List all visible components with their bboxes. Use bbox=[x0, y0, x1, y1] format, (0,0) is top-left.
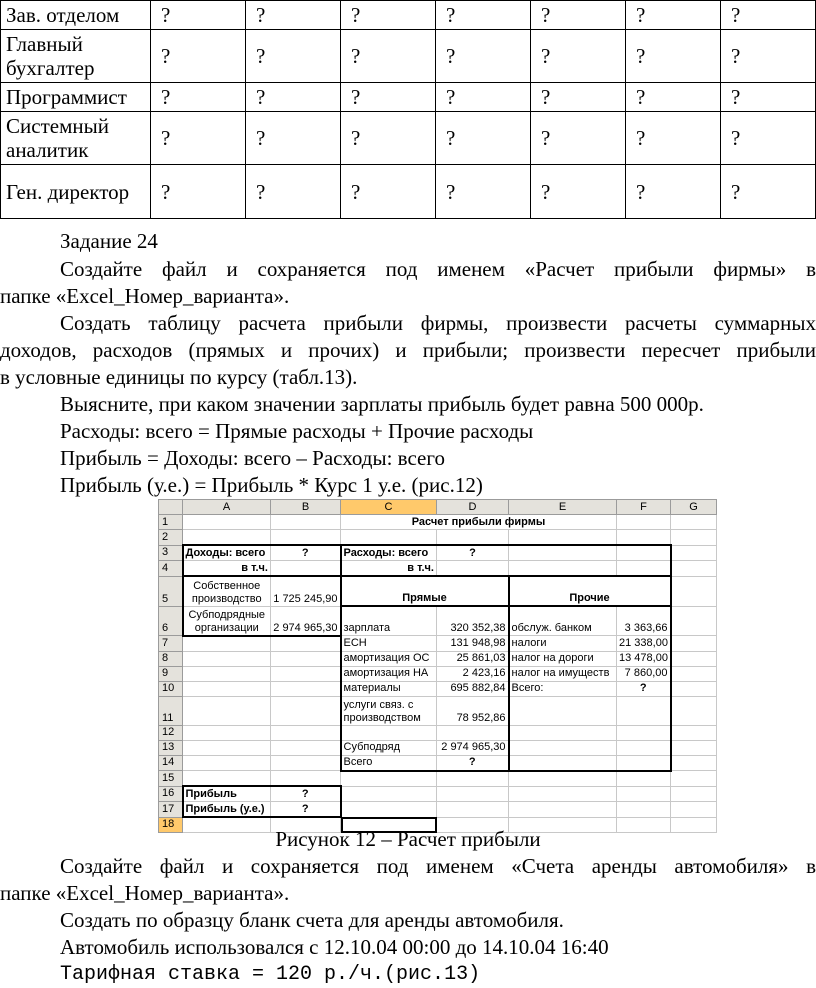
direct-item-name[interactable]: амортизация ОС bbox=[341, 651, 437, 666]
direct-item-name[interactable]: услуги связ. с производством bbox=[341, 696, 437, 725]
cell[interactable] bbox=[671, 651, 717, 666]
cell[interactable] bbox=[617, 530, 671, 546]
direct-item-name[interactable]: амортизация НА bbox=[341, 666, 437, 681]
cell[interactable] bbox=[341, 771, 437, 787]
income-label[interactable]: Доходы: всего bbox=[183, 545, 271, 561]
expenses-value[interactable]: ? bbox=[437, 545, 509, 561]
other-item-name[interactable]: обслуж. банком bbox=[509, 606, 617, 636]
col-header-a[interactable]: A bbox=[183, 500, 271, 515]
cell[interactable] bbox=[509, 725, 617, 740]
staff-row bbox=[1, 112, 816, 165]
cell[interactable] bbox=[437, 802, 509, 818]
other-item-value[interactable]: 21 338,00 bbox=[617, 636, 671, 652]
staff-cell: ? bbox=[531, 165, 626, 219]
row-number[interactable]: 8 bbox=[159, 651, 183, 666]
own-production-label[interactable]: Собственное производство bbox=[183, 576, 271, 606]
direct-item-value[interactable]: 78 952,86 bbox=[437, 696, 509, 725]
cell[interactable] bbox=[509, 755, 617, 771]
subcontractors-value[interactable]: 2 974 965,30 bbox=[271, 606, 341, 636]
cell[interactable] bbox=[671, 561, 717, 577]
cell[interactable] bbox=[671, 786, 717, 802]
cell[interactable] bbox=[671, 636, 717, 652]
cell[interactable] bbox=[341, 530, 437, 546]
cell[interactable] bbox=[671, 576, 717, 606]
cell[interactable] bbox=[437, 561, 509, 577]
cell[interactable] bbox=[509, 696, 617, 725]
cell[interactable] bbox=[271, 530, 341, 546]
cell[interactable] bbox=[271, 740, 341, 755]
direct-item-value[interactable]: 25 861,03 bbox=[437, 651, 509, 666]
paragraph-1-cont: папке «Excel_Номер_варианта». bbox=[0, 284, 290, 308]
other-total-value[interactable]: ? bbox=[617, 681, 671, 696]
direct-item-value[interactable]: 131 948,98 bbox=[437, 636, 509, 652]
cell[interactable] bbox=[509, 771, 617, 787]
paragraph-7-cont: папке «Excel_Номер_варианта». bbox=[0, 881, 290, 905]
cell[interactable] bbox=[183, 771, 271, 787]
cell[interactable] bbox=[671, 771, 717, 787]
cell[interactable] bbox=[183, 636, 271, 652]
row-number[interactable]: 10 bbox=[159, 681, 183, 696]
row-number[interactable]: 2 bbox=[159, 530, 183, 546]
staff-row bbox=[1, 83, 816, 112]
cell[interactable] bbox=[671, 725, 717, 740]
staff-cell: ? bbox=[151, 165, 246, 219]
cell[interactable] bbox=[671, 755, 717, 771]
staff-row bbox=[1, 30, 816, 83]
paragraph-10: Тарифная ставка = 120 р./ч.(рис.13) bbox=[60, 963, 481, 986]
cell[interactable] bbox=[183, 666, 271, 681]
staff-role: Ген. директор bbox=[1, 165, 151, 219]
staff-cell: ? bbox=[246, 1, 341, 30]
row-number[interactable]: 15 bbox=[159, 771, 183, 787]
cell[interactable] bbox=[183, 755, 271, 771]
paragraph-9: Автомобиль использовался с 12.10.04 00:00 до 14.10.04 16:40 bbox=[60, 935, 609, 959]
cell[interactable] bbox=[671, 740, 717, 755]
direct-item-value[interactable]: 2 974 965,30 bbox=[437, 740, 509, 755]
col-header-e[interactable]: E bbox=[509, 500, 617, 515]
cell[interactable] bbox=[671, 681, 717, 696]
paragraph-2: Создать таблицу расчета прибыли фирмы, произвести расчеты суммарных bbox=[60, 311, 816, 335]
cell[interactable] bbox=[341, 725, 437, 740]
spreadsheet-figure bbox=[158, 499, 716, 831]
staff-cell: ? bbox=[436, 1, 531, 30]
cell[interactable] bbox=[617, 545, 671, 561]
formula-profit-ue: Прибыль (у.е.) = Прибыль * Курс 1 у.е. (рис.12) bbox=[60, 473, 483, 497]
staff-role: Зав. отделом bbox=[1, 1, 151, 30]
staff-cell: ? bbox=[246, 165, 341, 219]
paragraph-8: Создать по образцу бланк счета для аренды автомобиля. bbox=[60, 908, 564, 932]
cell[interactable] bbox=[671, 666, 717, 681]
expenses-incl-label[interactable]: в т.ч. bbox=[341, 561, 437, 577]
other-item-value[interactable]: 7 860,00 bbox=[617, 666, 671, 681]
subcontractors-label[interactable]: Субподрядные организации bbox=[183, 606, 271, 636]
cell[interactable] bbox=[183, 681, 271, 696]
staff-cell: ? bbox=[341, 112, 436, 165]
cell[interactable] bbox=[437, 725, 509, 740]
row-number[interactable]: 4 bbox=[159, 561, 183, 577]
staff-cell: ? bbox=[721, 83, 816, 112]
profit-value[interactable]: ? bbox=[271, 786, 341, 802]
staff-role: Системный аналитик bbox=[1, 112, 151, 165]
staff-cell: ? bbox=[246, 83, 341, 112]
cell[interactable] bbox=[671, 530, 717, 546]
staff-row bbox=[1, 165, 816, 219]
formula-profit: Прибыль = Доходы: всего – Расходы: всего bbox=[60, 446, 445, 470]
staff-cell: ? bbox=[721, 165, 816, 219]
col-header-f[interactable]: F bbox=[617, 500, 671, 515]
cell[interactable] bbox=[183, 696, 271, 725]
cell[interactable] bbox=[183, 740, 271, 755]
cell[interactable] bbox=[617, 755, 671, 771]
figure-caption: Рисунок 12 – Расчет прибыли bbox=[275, 827, 541, 851]
staff-cell: ? bbox=[531, 112, 626, 165]
row-number[interactable]: 12 bbox=[159, 725, 183, 740]
paragraph-7: Создайте файл и сохраняется под именем «Счета аренды автомобиля» в bbox=[60, 854, 816, 878]
cell[interactable] bbox=[341, 786, 437, 802]
row-number[interactable]: 17 bbox=[159, 802, 183, 818]
cell[interactable] bbox=[271, 755, 341, 771]
staff-cell: ? bbox=[626, 30, 721, 83]
cell[interactable] bbox=[617, 515, 671, 530]
sheet-title[interactable]: Расчет прибыли фирмы bbox=[341, 515, 617, 530]
col-header-c[interactable]: C bbox=[341, 500, 437, 515]
formula-expenses: Расходы: всего = Прямые расходы + Прочие расходы bbox=[60, 419, 534, 443]
staff-cell: ? bbox=[626, 1, 721, 30]
cell[interactable] bbox=[617, 771, 671, 787]
cell[interactable] bbox=[617, 740, 671, 755]
expenses-label[interactable]: Расходы: всего bbox=[341, 545, 437, 561]
cell[interactable] bbox=[509, 786, 617, 802]
cell[interactable] bbox=[437, 786, 509, 802]
staff-table bbox=[0, 0, 816, 219]
other-item-name[interactable]: налог на имуществ bbox=[509, 666, 617, 681]
own-production-value[interactable]: 1 725 245,90 bbox=[271, 576, 341, 606]
cell[interactable] bbox=[271, 561, 341, 577]
direct-item-value[interactable]: 2 423,16 bbox=[437, 666, 509, 681]
staff-cell: ? bbox=[626, 165, 721, 219]
direct-item-name[interactable]: Субподряд bbox=[341, 740, 437, 755]
other-item-value[interactable]: 13 478,00 bbox=[617, 651, 671, 666]
staff-cell: ? bbox=[531, 1, 626, 30]
cell[interactable] bbox=[271, 681, 341, 696]
col-header-g[interactable]: G bbox=[671, 500, 717, 515]
cell[interactable] bbox=[341, 802, 437, 818]
cell[interactable] bbox=[617, 786, 671, 802]
staff-cell: ? bbox=[626, 112, 721, 165]
row-number[interactable]: 14 bbox=[159, 755, 183, 771]
cell[interactable] bbox=[183, 530, 271, 546]
staff-cell: ? bbox=[151, 1, 246, 30]
cell[interactable] bbox=[271, 666, 341, 681]
other-item-value[interactable]: 3 363,66 bbox=[617, 606, 671, 636]
cell[interactable] bbox=[509, 561, 617, 577]
direct-total-label[interactable]: Всего bbox=[341, 755, 437, 771]
cell[interactable] bbox=[671, 802, 717, 818]
cell[interactable] bbox=[617, 802, 671, 818]
direct-total-value[interactable]: ? bbox=[437, 755, 509, 771]
cell[interactable] bbox=[617, 696, 671, 725]
other-total-label[interactable]: Всего: bbox=[509, 681, 617, 696]
cell[interactable] bbox=[271, 725, 341, 740]
direct-item-name[interactable]: зарплата bbox=[341, 606, 437, 636]
row-number-selected[interactable]: 18 bbox=[159, 817, 183, 833]
paragraph-2-end: в условные единицы по курсу (табл.13). bbox=[0, 365, 358, 389]
row-number[interactable]: 7 bbox=[159, 636, 183, 652]
income-incl-label[interactable]: в т.ч. bbox=[183, 561, 271, 577]
cell[interactable] bbox=[509, 545, 617, 561]
staff-cell: ? bbox=[341, 83, 436, 112]
cell[interactable] bbox=[183, 651, 271, 666]
staff-cell: ? bbox=[531, 30, 626, 83]
profit-ue-label[interactable]: Прибыль (у.е.) bbox=[183, 802, 271, 818]
staff-row bbox=[1, 1, 816, 30]
row-number[interactable]: 6 bbox=[159, 606, 183, 636]
row-number[interactable]: 3 bbox=[159, 545, 183, 561]
staff-cell: ? bbox=[436, 30, 531, 83]
profit-label[interactable]: Прибыль bbox=[183, 786, 271, 802]
other-item-name[interactable]: налоги bbox=[509, 636, 617, 652]
direct-item-name[interactable]: материалы bbox=[341, 681, 437, 696]
staff-role: Главный бухгалтер bbox=[1, 30, 151, 83]
cell[interactable] bbox=[509, 740, 617, 755]
col-header-d[interactable]: D bbox=[437, 500, 509, 515]
staff-cell: ? bbox=[531, 83, 626, 112]
corner-cell[interactable] bbox=[159, 500, 183, 515]
direct-item-name[interactable]: ЕСН bbox=[341, 636, 437, 652]
cell[interactable] bbox=[617, 725, 671, 740]
direct-header[interactable]: Прямые bbox=[341, 576, 509, 606]
staff-cell: ? bbox=[721, 112, 816, 165]
cell[interactable] bbox=[271, 515, 341, 530]
cell[interactable] bbox=[271, 636, 341, 652]
cell[interactable] bbox=[671, 606, 717, 636]
other-header[interactable]: Прочие bbox=[509, 576, 671, 606]
staff-cell: ? bbox=[721, 1, 816, 30]
row-number[interactable]: 13 bbox=[159, 740, 183, 755]
paragraph-3: Выясните, при каком значении зарплаты прибыль будет равна 500 000р. bbox=[60, 392, 704, 416]
cell[interactable] bbox=[509, 530, 617, 546]
cell[interactable] bbox=[271, 771, 341, 787]
staff-cell: ? bbox=[341, 1, 436, 30]
cell[interactable] bbox=[437, 771, 509, 787]
row-number[interactable]: 11 bbox=[159, 696, 183, 725]
row-number[interactable]: 1 bbox=[159, 515, 183, 530]
staff-cell: ? bbox=[151, 112, 246, 165]
paragraph-1: Создайте файл и сохраняется под именем «Расчет прибыли фирмы» в bbox=[60, 257, 816, 281]
paragraph-2-cont: доходов, расходов (прямых и прочих) и прибыли; произвести пересчет прибыли bbox=[0, 338, 816, 362]
row-number[interactable]: 5 bbox=[159, 576, 183, 606]
cell[interactable] bbox=[183, 515, 271, 530]
staff-table-body bbox=[1, 1, 816, 219]
cell[interactable] bbox=[271, 651, 341, 666]
cell[interactable] bbox=[271, 696, 341, 725]
staff-cell: ? bbox=[246, 112, 341, 165]
cell[interactable] bbox=[509, 802, 617, 818]
row-number[interactable]: 16 bbox=[159, 786, 183, 802]
staff-cell: ? bbox=[436, 165, 531, 219]
staff-role: Программист bbox=[1, 83, 151, 112]
cell[interactable] bbox=[671, 515, 717, 530]
cell[interactable] bbox=[617, 561, 671, 577]
cell[interactable] bbox=[437, 530, 509, 546]
cell[interactable] bbox=[671, 545, 717, 561]
profit-ue-value[interactable]: ? bbox=[271, 802, 341, 818]
column-header-row bbox=[159, 500, 717, 515]
staff-cell: ? bbox=[246, 30, 341, 83]
income-value[interactable]: ? bbox=[271, 545, 341, 561]
staff-cell: ? bbox=[151, 83, 246, 112]
other-item-name[interactable]: налог на дороги bbox=[509, 651, 617, 666]
cell[interactable] bbox=[183, 725, 271, 740]
staff-cell: ? bbox=[436, 112, 531, 165]
row-number[interactable]: 9 bbox=[159, 666, 183, 681]
col-header-b[interactable]: B bbox=[271, 500, 341, 515]
direct-item-value[interactable]: 695 882,84 bbox=[437, 681, 509, 696]
direct-item-value[interactable]: 320 352,38 bbox=[437, 606, 509, 636]
task-title: Задание 24 bbox=[60, 229, 158, 253]
staff-cell: ? bbox=[341, 30, 436, 83]
staff-cell: ? bbox=[341, 165, 436, 219]
cell[interactable] bbox=[671, 696, 717, 725]
staff-cell: ? bbox=[626, 83, 721, 112]
staff-cell: ? bbox=[721, 30, 816, 83]
staff-cell: ? bbox=[151, 30, 246, 83]
staff-cell: ? bbox=[436, 83, 531, 112]
